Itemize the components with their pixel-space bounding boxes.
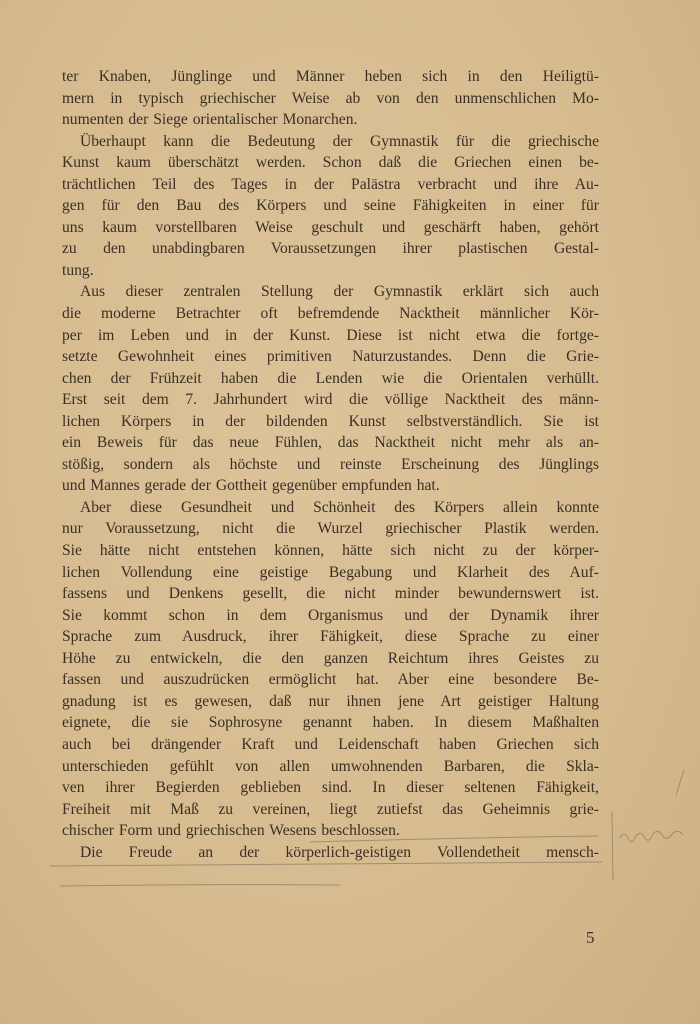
text-line: und Mannes gerade der Gottheit gegenüber empfunden hat. xyxy=(62,477,440,495)
text-line: Erst seit dem 7. Jahrhundert wird die völlige Nacktheit des männ- xyxy=(62,391,599,409)
text-line: lichen Vollendung eine geistige Begabung und Klarheit des Auf- xyxy=(62,563,599,581)
text-line: zu den unabdingbaren Voraussetzungen ihrer plastischen Gestal- xyxy=(62,240,599,258)
pencil-margin-note xyxy=(620,831,683,841)
text-line: ein Beweis für das neue Fühlen, das Nacktheit nicht mehr als an- xyxy=(62,434,599,452)
paragraph xyxy=(62,281,599,496)
paragraph xyxy=(62,131,599,282)
text-line: Höhe zu entwickeln, die den ganzen Reichtum ihres Geistes zu xyxy=(62,649,599,667)
text-line: auch bei drängender Kraft und Leidenschaft haben Griechen sich xyxy=(62,735,599,753)
text-line: Freiheit mit Maß zu vereinen, liegt zutiefst das Geheimnis grie- xyxy=(62,800,599,818)
text-line: unterschieden gefühlt von allen umwohnenden Barbaren, die Skla- xyxy=(62,757,599,775)
text-line: stößig, sondern als höchste und reinste Erscheinung des Jünglings xyxy=(62,455,599,473)
text-line: Kunst kaum überschätzt werden. Schon daß die Griechen einen be- xyxy=(62,154,599,172)
paragraph xyxy=(62,66,599,131)
paragraph xyxy=(62,842,599,864)
text-line: chischer Form und griechischen Wesens beschlossen. xyxy=(62,822,400,840)
text-line: setzte Gewohnheit eines primitiven Naturzustandes. Denn die Grie- xyxy=(62,348,599,366)
text-line: tung. xyxy=(62,261,94,279)
body-text xyxy=(62,66,599,863)
text-line: chen der Frühzeit haben die Lenden wie die Orientalen verhüllt. xyxy=(62,369,599,387)
text-line: eignete, die sie Sophrosyne genannt haben. In diesem Maßhalten xyxy=(62,714,599,732)
text-line: gnadung ist es gewesen, daß nur ihnen jene Art geistiger Haltung xyxy=(62,692,599,710)
pencil-margin-line xyxy=(676,770,684,795)
pencil-underline xyxy=(60,885,340,886)
text-line: Aus dieser zentralen Stellung der Gymnastik erklärt sich auch xyxy=(80,283,599,301)
text-line: Aber diese Gesundheit und Schönheit des Körpers allein konnte xyxy=(80,498,599,516)
text-line: ter Knaben, Jünglinge und Männer heben sich in den Heiligtü- xyxy=(62,68,599,85)
text-line: numenten der Siege orientalischer Monarchen. xyxy=(62,111,358,129)
page-number: 5 xyxy=(586,928,595,947)
text-line: Sie hätte nicht entstehen können, hätte sich nicht zu der körper- xyxy=(62,542,599,560)
text-line: die moderne Betrachter oft befremdende Nacktheit männlicher Kör- xyxy=(62,305,599,323)
pencil-margin-bracket xyxy=(612,812,613,880)
text-line: Überhaupt kann die Bedeutung der Gymnastik für die griechische xyxy=(80,132,599,150)
text-line: trächtlichen Teil des Tages in der Palästra verbracht und ihre Au- xyxy=(62,175,599,193)
text-line: fassen und auszudrücken ermöglicht hat. Aber eine besondere Be- xyxy=(62,671,599,689)
text-line: per im Leben und in der Kunst. Diese ist nicht etwa die fortge- xyxy=(62,326,599,344)
text-line: lichen Körpers in der bildenden Kunst selbstverständlich. Sie ist xyxy=(62,412,599,430)
text-line: fassens und Denkens gesellt, die nicht minder bewundernswert ist. xyxy=(62,585,599,603)
text-line: nur Voraussetzung, nicht die Wurzel griechischer Plastik werden. xyxy=(62,520,599,538)
text-line: Die Freude an der körperlich-geistigen Vollendetheit mensch- xyxy=(80,843,599,861)
text-line: Sprache zum Ausdruck, ihrer Fähigkeit, diese Sprache zu einer xyxy=(62,628,599,646)
text-line: ven ihrer Begierden geblieben sind. In dieser seltenen Fähigkeit, xyxy=(62,779,599,797)
text-line: gen für den Bau des Körpers und seine Fähigkeiten in einer für xyxy=(62,197,599,215)
text-line: Sie kommt schon in dem Organismus und der Dynamik ihrer xyxy=(62,606,599,624)
paragraph xyxy=(62,497,599,842)
text-line: uns kaum vorstellbaren Weise geschult und geschärft haben, gehört xyxy=(62,218,599,236)
text-line: mern in typisch griechischer Weise ab von den unmenschlichen Mo- xyxy=(62,89,599,107)
